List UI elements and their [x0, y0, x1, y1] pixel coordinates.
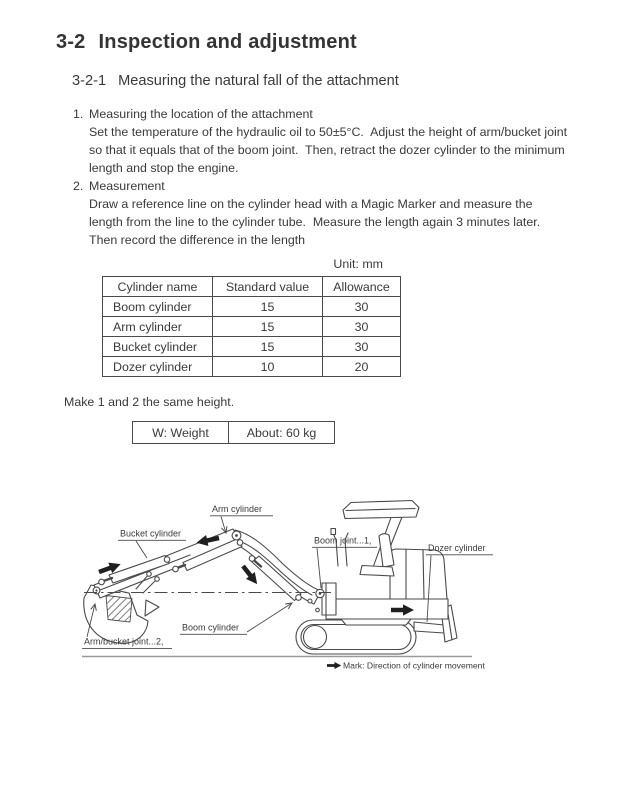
section-number: 3-2 — [56, 31, 86, 53]
table-row — [103, 317, 401, 337]
step-line: length from the line to the cylinder tube. Measure the length again 3 minutes later. — [89, 215, 541, 229]
table-cell: 15 — [213, 337, 323, 357]
table-header-cell: Allowance — [323, 277, 401, 297]
table-cell: 15 — [213, 297, 323, 317]
table-header-row — [103, 277, 401, 297]
step-number: 1. — [73, 107, 84, 121]
subsection-title: Measuring the natural fall of the attachment — [118, 73, 399, 89]
table-cell: Dozer cylinder — [103, 357, 213, 377]
unit-label: Unit: mm — [333, 257, 383, 271]
arm-cylinder-label: Arm cylinder — [212, 504, 263, 514]
table-cell: Boom cylinder — [103, 297, 213, 317]
boom-bracket-shape — [322, 583, 336, 615]
page-subtitle — [72, 73, 399, 89]
diagram-legend — [327, 661, 485, 671]
boom-joint-label: Boom joint...1, — [314, 535, 372, 546]
page-title — [56, 31, 357, 54]
procedure-steps — [73, 105, 573, 249]
table-cell: Bucket cylinder — [103, 337, 213, 357]
step-item — [73, 177, 573, 249]
step-number: 2. — [73, 179, 84, 193]
weight-label-cell: W: Weight — [133, 422, 229, 444]
legend-arrow-icon — [327, 662, 341, 669]
section-title: Inspection and adjustment — [98, 31, 357, 53]
table-cell: Arm cylinder — [103, 317, 213, 337]
boom-cylinder-label: Boom cylinder — [182, 622, 240, 633]
table-row — [103, 337, 401, 357]
legend-text: Mark: Direction of cylinder movement — [343, 660, 485, 671]
spec-table — [102, 276, 401, 377]
subsection-number: 3-2-1 — [72, 73, 107, 89]
deck-shape — [326, 599, 448, 625]
step-line: Then record the difference in the length — [89, 233, 306, 247]
table-cell: 20 — [323, 357, 401, 377]
step-line: length and stop the engine. — [89, 161, 239, 175]
note-text: Make 1 and 2 the same height. — [64, 395, 235, 409]
table-row — [103, 297, 401, 317]
step-line: Set the temperature of the hydraulic oil to 50±5°C. Adjust the height of arm/bucket joint — [89, 125, 568, 139]
arm-bucket-joint-label: Arm/bucket joint...2, — [84, 636, 164, 647]
step-heading: Measuring the location of the attachment — [89, 107, 313, 121]
step-line: Draw a reference line on the cylinder head with a Magic Marker and measure the — [89, 197, 533, 211]
table-cell: 30 — [323, 297, 401, 317]
weight-table — [132, 421, 335, 444]
table-cell: 30 — [323, 337, 401, 357]
table-cell: 30 — [323, 317, 401, 337]
bucket-cylinder-label: Bucket cylinder — [120, 528, 182, 539]
step-line: so that it equals that of the boom joint. Then, retract the dozer cylinder to the minimum — [89, 143, 565, 157]
weight-value-cell: About: 60 kg — [229, 422, 335, 444]
table-header-cell: Standard value — [213, 277, 323, 297]
step-item — [73, 105, 573, 177]
excavator-drawing — [84, 501, 457, 655]
table-cell: 15 — [213, 317, 323, 337]
engine-cover-shape — [390, 549, 447, 599]
step-heading: Measurement — [89, 179, 165, 193]
excavator-diagram — [40, 472, 600, 702]
table-cell: 10 — [213, 357, 323, 377]
table-row — [103, 357, 401, 377]
table-header-cell: Cylinder name — [103, 277, 213, 297]
dozer-cylinder-label: Dozer cylinder — [428, 543, 486, 553]
